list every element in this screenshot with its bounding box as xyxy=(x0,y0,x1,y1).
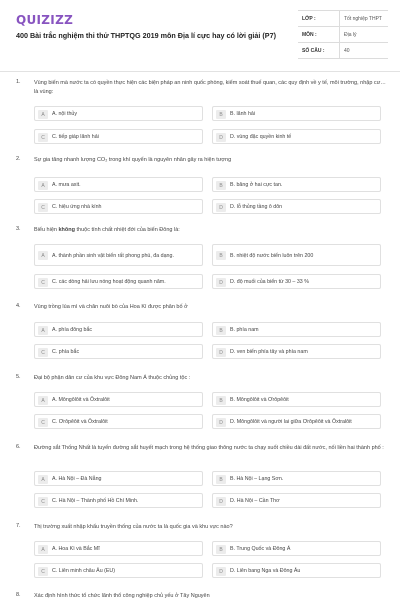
option-text: D. lỗ thủng tầng ô dôn xyxy=(230,204,283,211)
meta-value: Địa lý xyxy=(339,27,388,42)
meta-label: MÔN : xyxy=(302,31,317,38)
option-b[interactable] xyxy=(212,471,381,486)
option-d[interactable] xyxy=(212,493,381,508)
quizizz-logo: QUIZIZZ xyxy=(16,13,74,27)
option-text: D. Liên bang Nga và Đông Âu xyxy=(230,568,301,575)
option-letter: D xyxy=(216,348,226,357)
question-text: Đường sắt Thống Nhất là tuyến đường sắt huyết mạch trong hệ thống giao thông nước ta chạy suốt chiều dài đất nước, nối liền hai thành phố : xyxy=(34,445,384,451)
option-letter: C xyxy=(38,203,48,212)
option-text: D. ven biển phía tây và phía nam xyxy=(230,349,308,356)
option-text: B. Trung Quốc và Đông Á xyxy=(230,546,291,553)
option-c[interactable] xyxy=(34,199,203,214)
option-text: C. tiếp giáp lãnh hải xyxy=(52,134,99,141)
option-text: D. độ muối của biển từ 30 – 33 % xyxy=(230,279,309,286)
option-letter: C xyxy=(38,567,48,576)
question-text xyxy=(34,226,386,235)
option-letter: D xyxy=(216,497,226,506)
meta-row-subject xyxy=(298,27,388,43)
meta-value: Tốt nghiệp THPT xyxy=(339,11,388,26)
option-text: C. Ơrôpêôit và Ôxtralôit xyxy=(52,419,108,426)
option-letter: A xyxy=(38,326,48,335)
option-b[interactable] xyxy=(212,106,381,121)
meta-label: LỚP : xyxy=(302,15,316,22)
option-a[interactable] xyxy=(34,177,203,192)
option-letter: A xyxy=(38,475,48,484)
option-text: D. Hà Nội – Cần Thơ xyxy=(230,498,280,505)
option-b[interactable] xyxy=(212,392,381,407)
question-text-pre: Biểu hiện xyxy=(34,227,59,233)
question-number: 4. xyxy=(16,303,21,309)
option-text: B. nhiệt độ nước biển luôn trên 200 xyxy=(230,252,314,259)
option-letter: D xyxy=(216,567,226,576)
option-a[interactable] xyxy=(34,541,203,556)
worksheet-header xyxy=(0,0,400,66)
option-letter: B xyxy=(216,396,226,405)
meta-value: 40 xyxy=(339,43,388,58)
option-c[interactable] xyxy=(34,563,203,578)
option-letter: C xyxy=(38,348,48,357)
option-text: C. các dòng hải lưu nóng hoạt động quanh năm. xyxy=(52,279,166,286)
option-b[interactable] xyxy=(212,244,381,266)
meta-table xyxy=(298,10,388,59)
option-letter: B xyxy=(216,326,226,335)
option-letter: C xyxy=(38,418,48,427)
option-c[interactable] xyxy=(34,274,203,289)
option-text: A. Hoa Kì và Bắc Mĩ xyxy=(52,546,100,553)
option-b[interactable] xyxy=(212,541,381,556)
option-c[interactable] xyxy=(34,414,203,429)
option-text: C. hiệu ứng nhà kính xyxy=(52,204,102,211)
option-a[interactable] xyxy=(34,471,203,486)
question-text: Thị trường xuất nhập khẩu truyền thống của nước ta là quốc gia và khu vực nào? xyxy=(34,524,233,530)
question-text: Xác định hình thức tổ chức lãnh thổ công nghiệp chủ yếu ở Tây Nguyên xyxy=(34,593,210,599)
question-number: 3. xyxy=(16,226,21,232)
question-number: 1. xyxy=(16,79,21,85)
option-d[interactable] xyxy=(212,414,381,429)
option-b[interactable] xyxy=(212,177,381,192)
option-text: C. Hà Nội – Thành phố Hồ Chí Minh. xyxy=(52,498,139,505)
option-letter: B xyxy=(216,110,226,119)
option-b[interactable] xyxy=(212,322,381,337)
question-text: Đại bộ phận dân cư của khu vực Đông Nam Á thuộc chủng tộc : xyxy=(34,375,191,381)
option-a[interactable] xyxy=(34,106,203,121)
meta-row-question-count xyxy=(298,43,388,59)
option-text: D. vùng đặc quyền kinh tế xyxy=(230,134,292,141)
question-text: Vùng biển mà nước ta có quyền thực hiện các biện pháp an ninh quốc phòng, kiểm soát thuế quan, các quy định về y tế, môi trường, nhập cư… là vùng: xyxy=(34,80,386,95)
option-d[interactable] xyxy=(212,274,381,289)
option-text: B. lãnh hải xyxy=(230,111,256,118)
question-number: 2. xyxy=(16,156,21,162)
option-letter: B xyxy=(216,181,226,190)
option-text: A. Môngôlôit và Ôxtralôit xyxy=(52,397,110,404)
option-d[interactable] xyxy=(212,563,381,578)
option-letter: B xyxy=(216,475,226,484)
option-text: C. phía bắc xyxy=(52,349,80,356)
option-text: A. nội thủy xyxy=(52,111,78,118)
option-c[interactable] xyxy=(34,129,203,144)
option-text: A. Hà Nội – Đà Nẵng xyxy=(52,476,102,483)
option-text: A. mưa axit. xyxy=(52,182,81,189)
question-text: Vùng trồng lúa mì và chăn nuôi bò của Hoa Kì được phân bố ở xyxy=(34,304,188,310)
option-letter: D xyxy=(216,133,226,142)
option-a[interactable] xyxy=(34,244,203,266)
option-letter: C xyxy=(38,497,48,506)
header-divider xyxy=(0,71,400,72)
option-text: B. Môngôlôit và Ơrôpêôit xyxy=(230,397,289,404)
option-c[interactable] xyxy=(34,344,203,359)
option-d[interactable] xyxy=(212,129,381,144)
option-letter: C xyxy=(38,133,48,142)
question-text-emphasis: không xyxy=(58,227,75,233)
question-number: 6. xyxy=(16,444,21,450)
question-text: Sự gia tăng nhanh lượng CO₂ trong khí quyển là nguyên nhân gây ra hiện tượng xyxy=(34,157,232,163)
option-c[interactable] xyxy=(34,493,203,508)
option-text: B. Hà Nội – Lạng Sơn. xyxy=(230,476,284,483)
option-a[interactable] xyxy=(34,322,203,337)
question-number: 8. xyxy=(16,592,21,598)
question-text-post: thuộc tính chất nhiệt đới của biển Đông là: xyxy=(74,227,180,233)
option-letter: A xyxy=(38,251,48,260)
option-letter: A xyxy=(38,110,48,119)
meta-label: SỐ CÂU : xyxy=(302,47,325,54)
option-text: A. phía đông bắc xyxy=(52,327,93,334)
question-number: 7. xyxy=(16,523,21,529)
option-letter: A xyxy=(38,181,48,190)
option-text: A. thành phần sinh vật biển rất phong phú, đa dạng. xyxy=(52,252,174,259)
option-letter: A xyxy=(38,545,48,554)
option-letter: B xyxy=(216,251,226,260)
option-text: B. băng ở hai cực tan. xyxy=(230,182,283,189)
meta-row-grade xyxy=(298,10,388,27)
question-number: 5. xyxy=(16,374,21,380)
option-text: B. phía nam xyxy=(230,327,259,334)
option-text: D. Môngôlôit và người lai giữa Ơrôpêôit và Ôxtralôit xyxy=(230,419,352,426)
option-letter: C xyxy=(38,278,48,287)
option-letter: B xyxy=(216,545,226,554)
option-d[interactable] xyxy=(212,344,381,359)
option-a[interactable] xyxy=(34,392,203,407)
option-text: C. Liên minh châu Âu (EU) xyxy=(52,568,116,575)
option-letter: D xyxy=(216,418,226,427)
option-letter: A xyxy=(38,396,48,405)
option-d[interactable] xyxy=(212,199,381,214)
option-letter: D xyxy=(216,203,226,212)
worksheet-title: 400 Bài trắc nghiệm thi thử THPTQG 2019 môn Địa lí cực hay có lời giải (P7) xyxy=(16,31,276,40)
option-letter: D xyxy=(216,278,226,287)
